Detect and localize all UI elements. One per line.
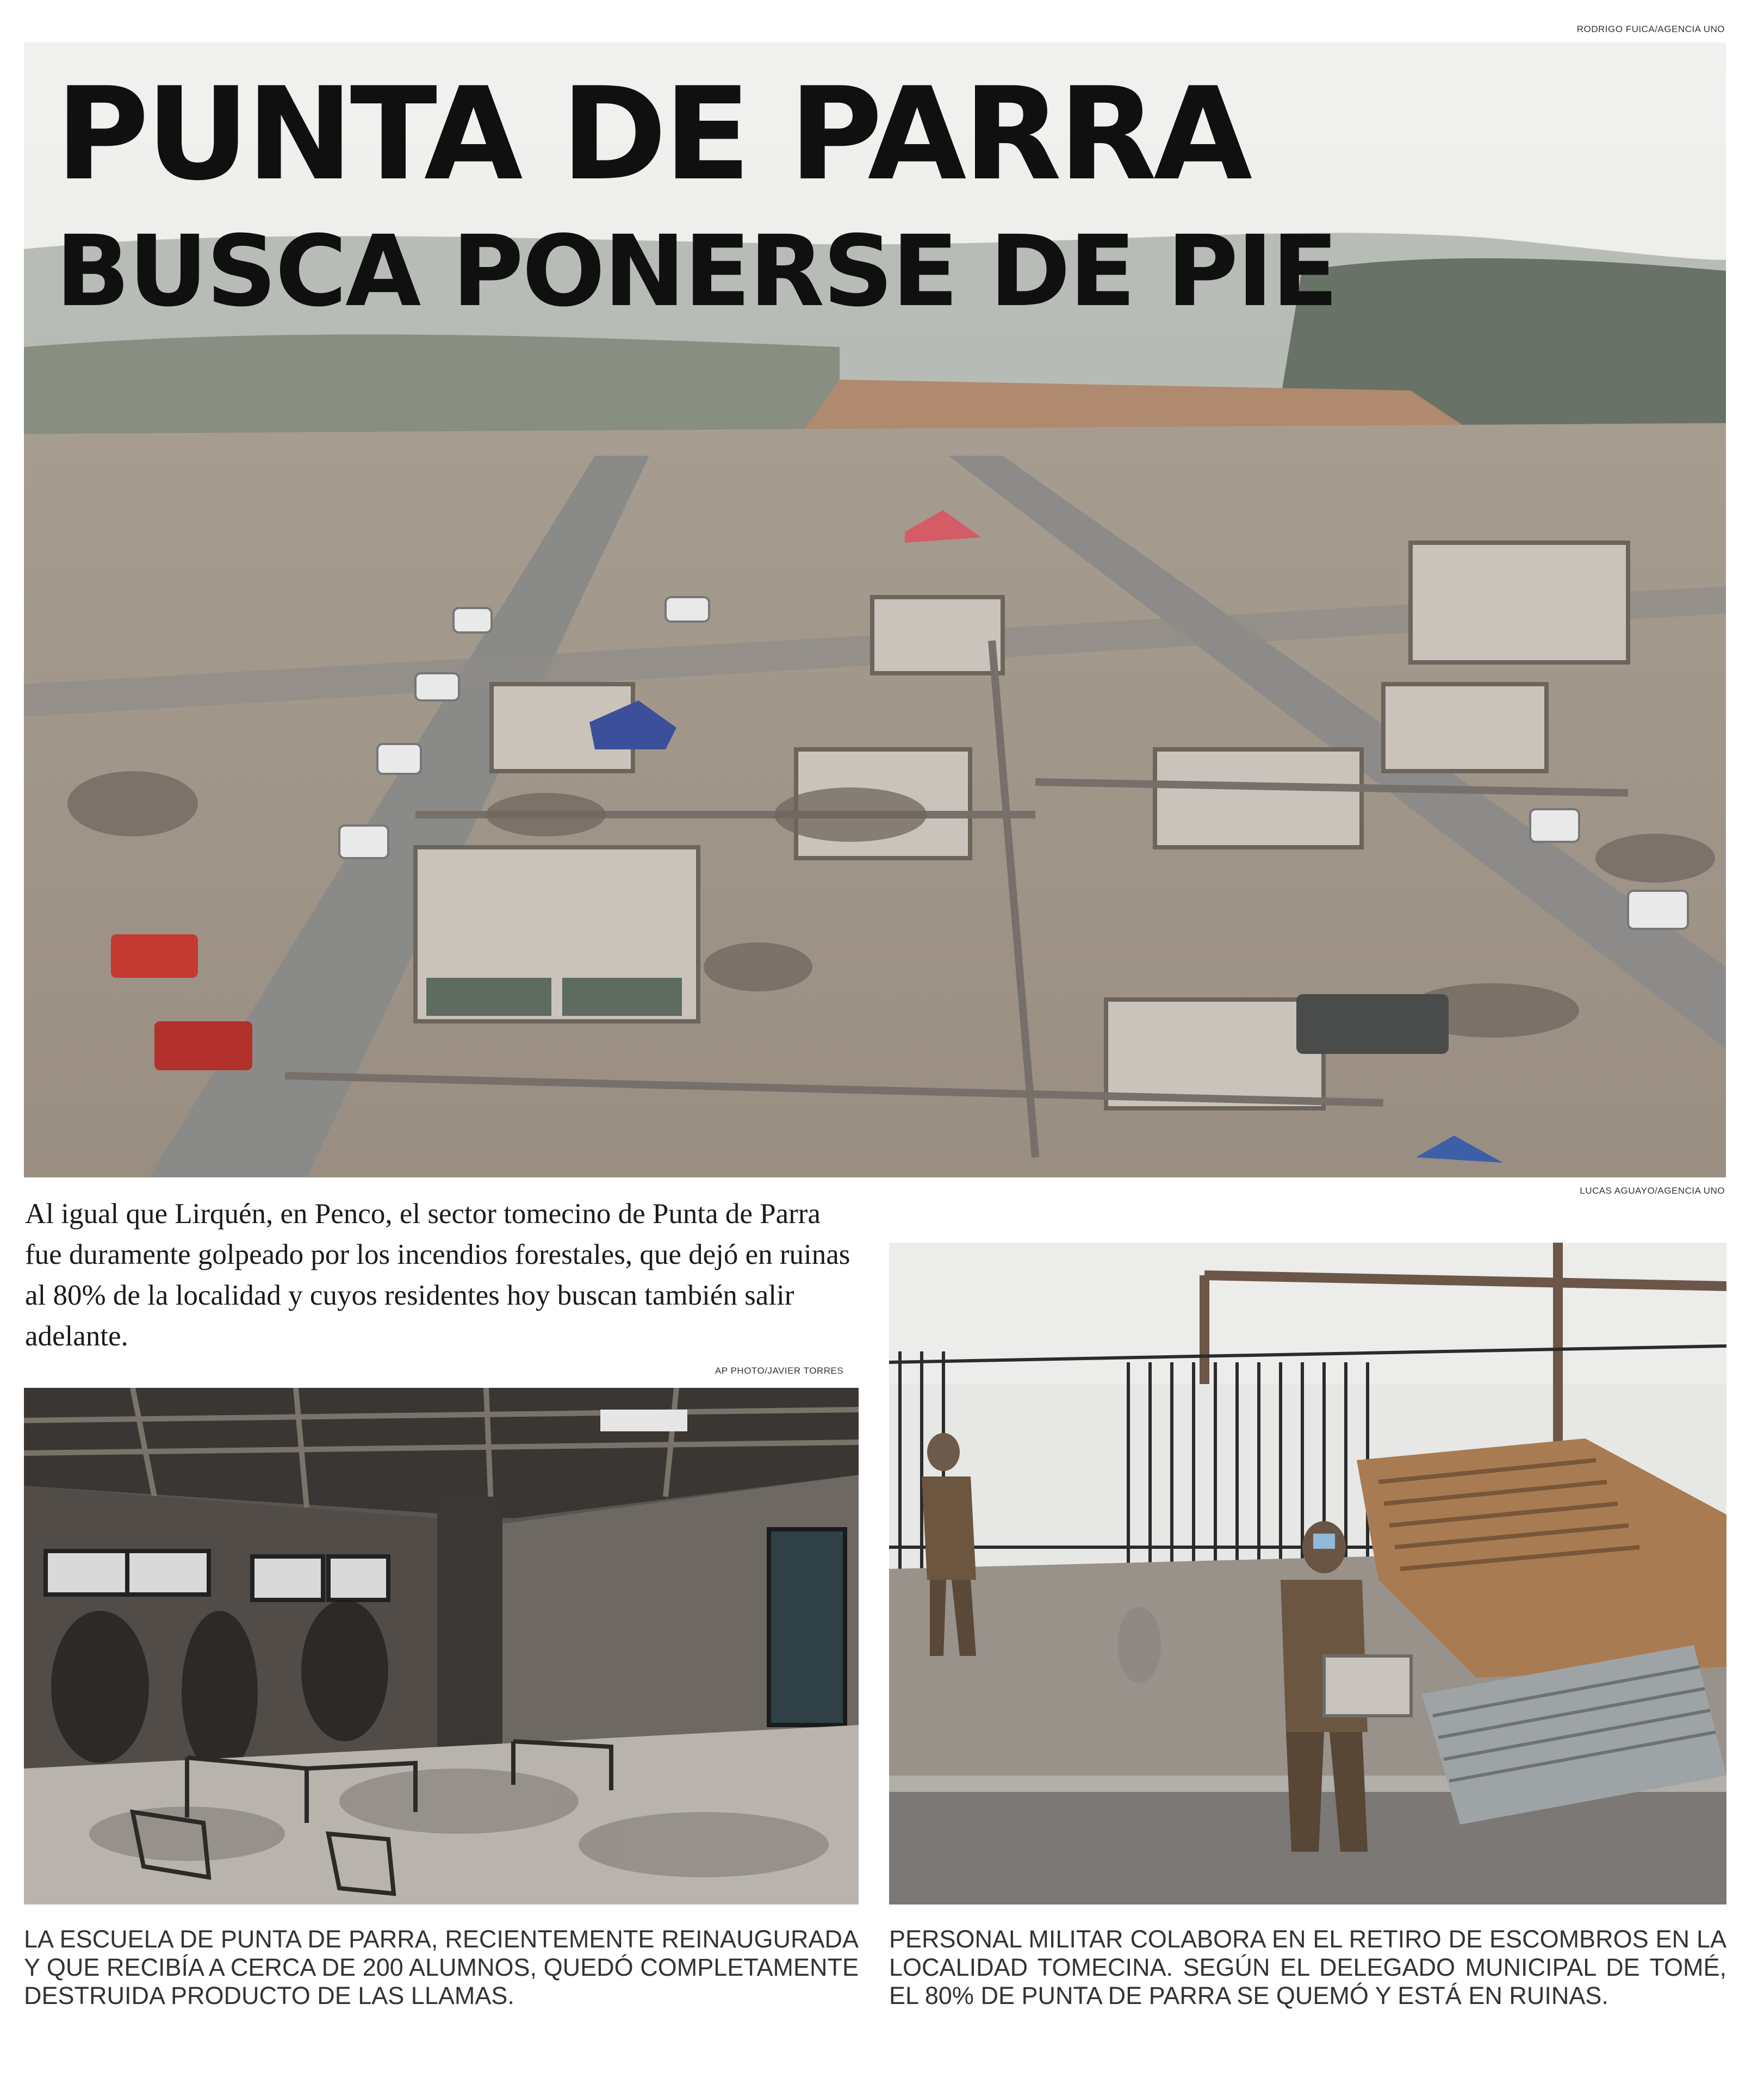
main-photo-credit: RODRIGO FUICA/AGENCIA UNO (1576, 24, 1725, 34)
military-photo-caption: PERSONAL MILITAR COLABORA EN EL RETIRO DE ESCOMBROS EN LA LOCALIDAD TOMECINA. SEGÚN EL DELEGADO MUNICIPAL DE TOMÉ, EL 80% DE PUNTA DE PARRA SE QUEMÓ Y ESTÁ EN RUINAS. (889, 1925, 1726, 2009)
headline-line-2: BUSCA PONERSE DE PIE (55, 215, 1337, 328)
left-photo-credit: AP PHOTO/JAVIER TORRES (715, 1366, 844, 1376)
right-photo-credit: LUCAS AGUAYO/AGENCIA UNO (1580, 1186, 1725, 1196)
school-interior-photo (24, 1388, 859, 1904)
military-cleanup-photo (889, 1243, 1726, 1904)
main-aerial-photo (24, 42, 1726, 1177)
intro-paragraph: Al igual que Lirquén, en Penco, el sector tomecino de Punta de Parra fue duramente golpeado por los incendios forestales, que dejó en ruinas al 80% de la localidad y cuyos residentes hoy buscan también salir adelante. (25, 1198, 850, 1352)
school-photo-caption: LA ESCUELA DE PUNTA DE PARRA, RECIENTEMENTE REINAUGURADA Y QUE RECIBÍA A CERCA DE 200 ALUMNOS, QUEDÓ COMPLETAMENTE DESTRUIDA PRODUCTO DE LAS LLAMAS. (24, 1925, 859, 2009)
headline-line-1: PUNTA DE PARRA (55, 60, 1250, 209)
